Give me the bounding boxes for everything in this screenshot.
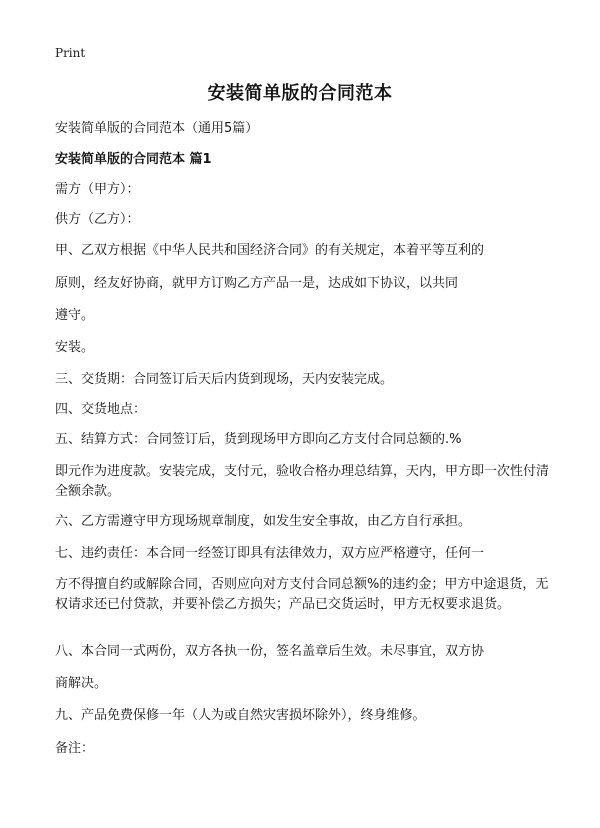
buyer-line: 需方（甲方）： [55,182,140,197]
clause-7-continued: 方不得擅自约或解除合同，否则应向对方支付合同总额%的违约金；甲方中途退货，无权请求还已付贷款，并要补偿乙方损失；产品已交货运时，甲方无权要求退货。 [55,577,549,612]
clause-5: 五、结算方式：合同签订后，货到现场甲方即向乙方支付合同总额的.% [55,432,462,447]
clause-6: 六、乙方需遵守甲方现场规章制度，如发生安全事故，由乙方自行承担。 [55,514,472,529]
clause-9: 九、产品免费保修一年（人为或自然灾害损坏除外），终身维修。 [55,708,426,723]
paragraph-line: 原则，经友好协商，就甲方订购乙方产品一是，达成如下协议，以共同 [55,276,459,291]
document-title: 安装简单版的合同范本 [207,83,393,104]
remarks-label: 备注： [55,741,95,756]
print-link[interactable]: Print [55,46,86,60]
supplier-line: 供方（乙方）： [55,212,140,227]
paragraph-line: 安装。 [55,340,95,355]
clause-7: 七、违约责任：本合同一经签订即具有法律效力，双方应严格遵守，任何一 [55,546,485,561]
paragraph-line: 遵守。 [55,308,95,323]
clause-4: 四、交货地点： [55,402,147,417]
clause-3: 三、交货期：合同签订后天后内货到现场，天内安装完成。 [55,372,394,387]
clause-5-continued: 即元作为进度款。安装完成，支付元，验收合格办理总结算，天内，甲方即一次性付清全额余款。 [55,464,550,499]
paragraph-line: 甲、乙双方根据《中华人民共和国经济合同》的有关规定，本着平等互利的 [55,243,485,258]
document-subtitle: 安装简单版的合同范本（通用5篇） [55,121,259,136]
section-heading: 安装简单版的合同范本 篇1 [55,152,212,167]
clause-8-continued: 商解决。 [55,676,108,691]
clause-8: 八、本合同一式两份，双方各执一份，签名盖章后生效。未尽事宜，双方协 [55,644,485,659]
